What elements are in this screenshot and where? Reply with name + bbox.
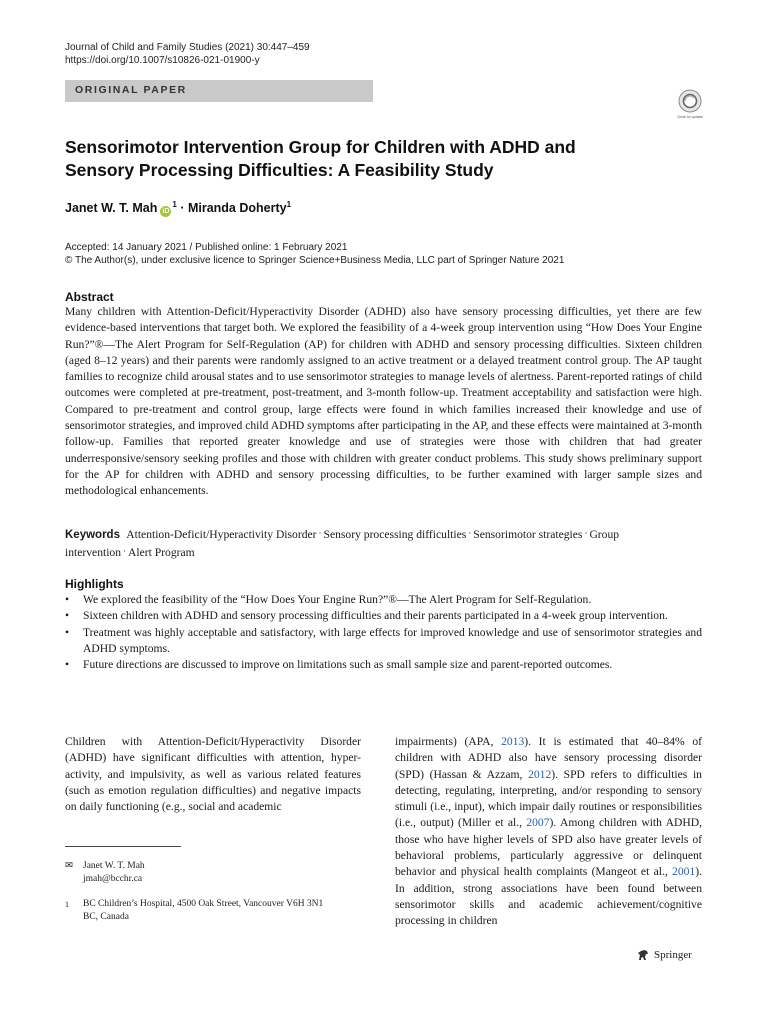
keyword-separator: · bbox=[318, 528, 322, 538]
keyword-item: Group intervention bbox=[65, 528, 620, 560]
author-1-name[interactable]: Janet W. T. Mah bbox=[65, 201, 158, 215]
journal-citation: Journal of Child and Family Studies (2021) 30:447–459 bbox=[65, 42, 310, 53]
affiliation-footnote bbox=[65, 898, 323, 924]
highlight-text: Treatment was highly acceptable and satisfactory, with large effects for improved knowledge and use of sensorimotor strategies and ADHD symptoms. bbox=[83, 625, 702, 655]
correspondence-footnote bbox=[65, 860, 145, 886]
affiliation-line-2: BC, Canada bbox=[83, 912, 129, 922]
corresponding-author-name: Janet W. T. Mah bbox=[83, 861, 145, 871]
author-1-affiliation: 1 bbox=[172, 199, 177, 209]
body-text: ). Among children with ADHD, those who have higher levels of SPD also have greater levels of behavioral problems, particularly aggressive or delinquent behavior and physical health complaints (Mangeot et al., bbox=[395, 816, 702, 879]
author-2-name[interactable]: Miranda Doherty bbox=[187, 201, 287, 215]
accepted-published-line: Accepted: 14 January 2021 / Published online: 1 February 2021 bbox=[65, 242, 348, 253]
abstract-text: Many children with Attention-Deficit/Hyperactivity Disorder (ADHD) also have sensory processing difficulties, yet there are few evidence-based interventions that target both. We explored the feasibility of a 4-week group intervention using “How Does Your Engine Run?”®—The Alert Program for Self-Regulation (AP) for children with ADHD and sensory processing difficulties. Sixteen children (aged 8–12 years) and their parents were randomly assigned to an active treatment or a delayed treatment control group. The AP taught families to recognize child arousal states and to use sensorimotor strategies to manage levels of alertness. Parent-reported ratings of child outcomes were completed at pre-treatment, post-treatment, and 3-month follow-up. Treatment acceptability and satisfaction were high. Compared to pre-treatment and control group, large effects were found in which families increased their knowledge and use of sensorimotor strategies, and improved child ADHD symptoms after participating in the AP, and these effects were maintained at 3-month follow-up. Families that reported greater knowledge and use of strategies were those with children that had greater underresponsive/sensory seeking profiles and those with children with greater conduct problems. This study shows preliminary support for the AP for children with ADHD and sensory processing difficulties, to be further examined with larger sample sizes and methodological enhancements. bbox=[65, 305, 702, 498]
badge-label: Check for updates bbox=[677, 115, 703, 119]
keyword-item: Sensorimotor strategies bbox=[473, 528, 583, 541]
body-right-column bbox=[395, 734, 702, 930]
author-separator: · bbox=[176, 201, 188, 215]
springer-horse-icon bbox=[636, 948, 650, 962]
keyword-separator: · bbox=[584, 528, 588, 538]
bullet: • bbox=[65, 609, 70, 623]
keyword-item: Alert Program bbox=[128, 546, 195, 560]
copyright-line: © The Author(s), under exclusive licence to Springer Science+Business Media, LLC part of Springer Nature 2021 bbox=[65, 255, 565, 266]
corresponding-author-email[interactable]: jmah@bcchr.ca bbox=[83, 874, 143, 884]
bullet: • bbox=[65, 658, 70, 672]
citation-link[interactable]: 2012 bbox=[528, 767, 552, 781]
check-for-updates-icon bbox=[676, 89, 704, 125]
highlight-text: We explored the feasibility of the “How Does Your Engine Run?”®—The Alert Program for Self-Regulation. bbox=[83, 593, 592, 606]
highlight-item bbox=[65, 625, 702, 658]
section-label: ORIGINAL PAPER bbox=[75, 84, 187, 96]
citation-link[interactable]: 2013 bbox=[501, 735, 525, 748]
section-banner bbox=[65, 80, 373, 102]
highlight-item bbox=[65, 657, 702, 673]
check-for-updates-badge[interactable] bbox=[676, 89, 704, 125]
author-list bbox=[65, 201, 291, 217]
orcid-icon[interactable]: iD bbox=[162, 208, 170, 215]
keyword-separator: · bbox=[468, 528, 472, 538]
article-title bbox=[65, 136, 665, 182]
footnote-divider bbox=[65, 846, 181, 847]
publisher-logo bbox=[636, 948, 692, 962]
journal-header bbox=[65, 41, 310, 67]
highlight-item bbox=[65, 592, 702, 608]
author-2-affiliation: 1 bbox=[286, 199, 292, 209]
title-line-2: Sensory Processing Difficulties: A Feasibility Study bbox=[65, 160, 494, 180]
publisher-name: Springer bbox=[654, 949, 692, 961]
body-text: ). It is estimated that 40–84% of children with ADHD also have sensory processing disorder (SPD) (Hassan & Azzam, bbox=[395, 735, 702, 781]
keywords-label: Keywords bbox=[65, 529, 120, 541]
body-text: ). In addition, strong associations have been found between sensorimotor skills and academic achievement/cognitive processing in children bbox=[395, 865, 702, 928]
keyword-item: Attention-Deficit/Hyperactivity Disorder bbox=[126, 528, 317, 541]
affiliation-number: 1 bbox=[65, 900, 69, 909]
highlight-item bbox=[65, 608, 702, 624]
bullet: • bbox=[65, 625, 70, 639]
body-text: impairments) (APA, bbox=[395, 735, 502, 748]
body-left-column: Children with Attention-Deficit/Hyperactivity Disorder (ADHD) have significant difficulties with attention, hyper-activity, and impulsivity, as well as various related features (such as emotion regulation difficulties) and negative impacts on daily functioning (e.g., social and academic bbox=[65, 735, 361, 814]
highlights-heading: Highlights bbox=[65, 577, 124, 591]
highlights-list bbox=[65, 592, 702, 673]
doi-link[interactable]: https://doi.org/10.1007/s10826-021-01900-y bbox=[65, 55, 260, 66]
citation-link[interactable]: 2001 bbox=[672, 865, 696, 879]
keyword-item: Sensory processing difficulties bbox=[323, 528, 467, 541]
abstract-heading: Abstract bbox=[65, 290, 114, 304]
title-line-1: Sensorimotor Intervention Group for Children with ADHD and bbox=[65, 137, 576, 157]
publication-dates bbox=[65, 241, 564, 267]
keyword-separator: · bbox=[123, 546, 127, 557]
envelope-icon: ✉ bbox=[65, 861, 73, 871]
body-text: ). SPD refers to difficulties in detecting, regulating, interpreting, and/or responding to sensory stimuli (i.e., input), which impair daily routines or responsibilities (i.e., output) (Miller et al., bbox=[395, 767, 702, 830]
highlight-text: Sixteen children with ADHD and sensory processing difficulties and their parents participated in a 4-week group intervention. bbox=[83, 609, 668, 623]
bullet: • bbox=[65, 593, 70, 606]
citation-link[interactable]: 2007 bbox=[526, 816, 550, 830]
keywords bbox=[65, 525, 702, 562]
affiliation-line-1: BC Children’s Hospital, 4500 Oak Street, Vancouver V6H 3N1 bbox=[83, 899, 324, 909]
highlight-text: Future directions are discussed to improve on limitations such as small sample size and parent-reported outcomes. bbox=[83, 658, 613, 672]
